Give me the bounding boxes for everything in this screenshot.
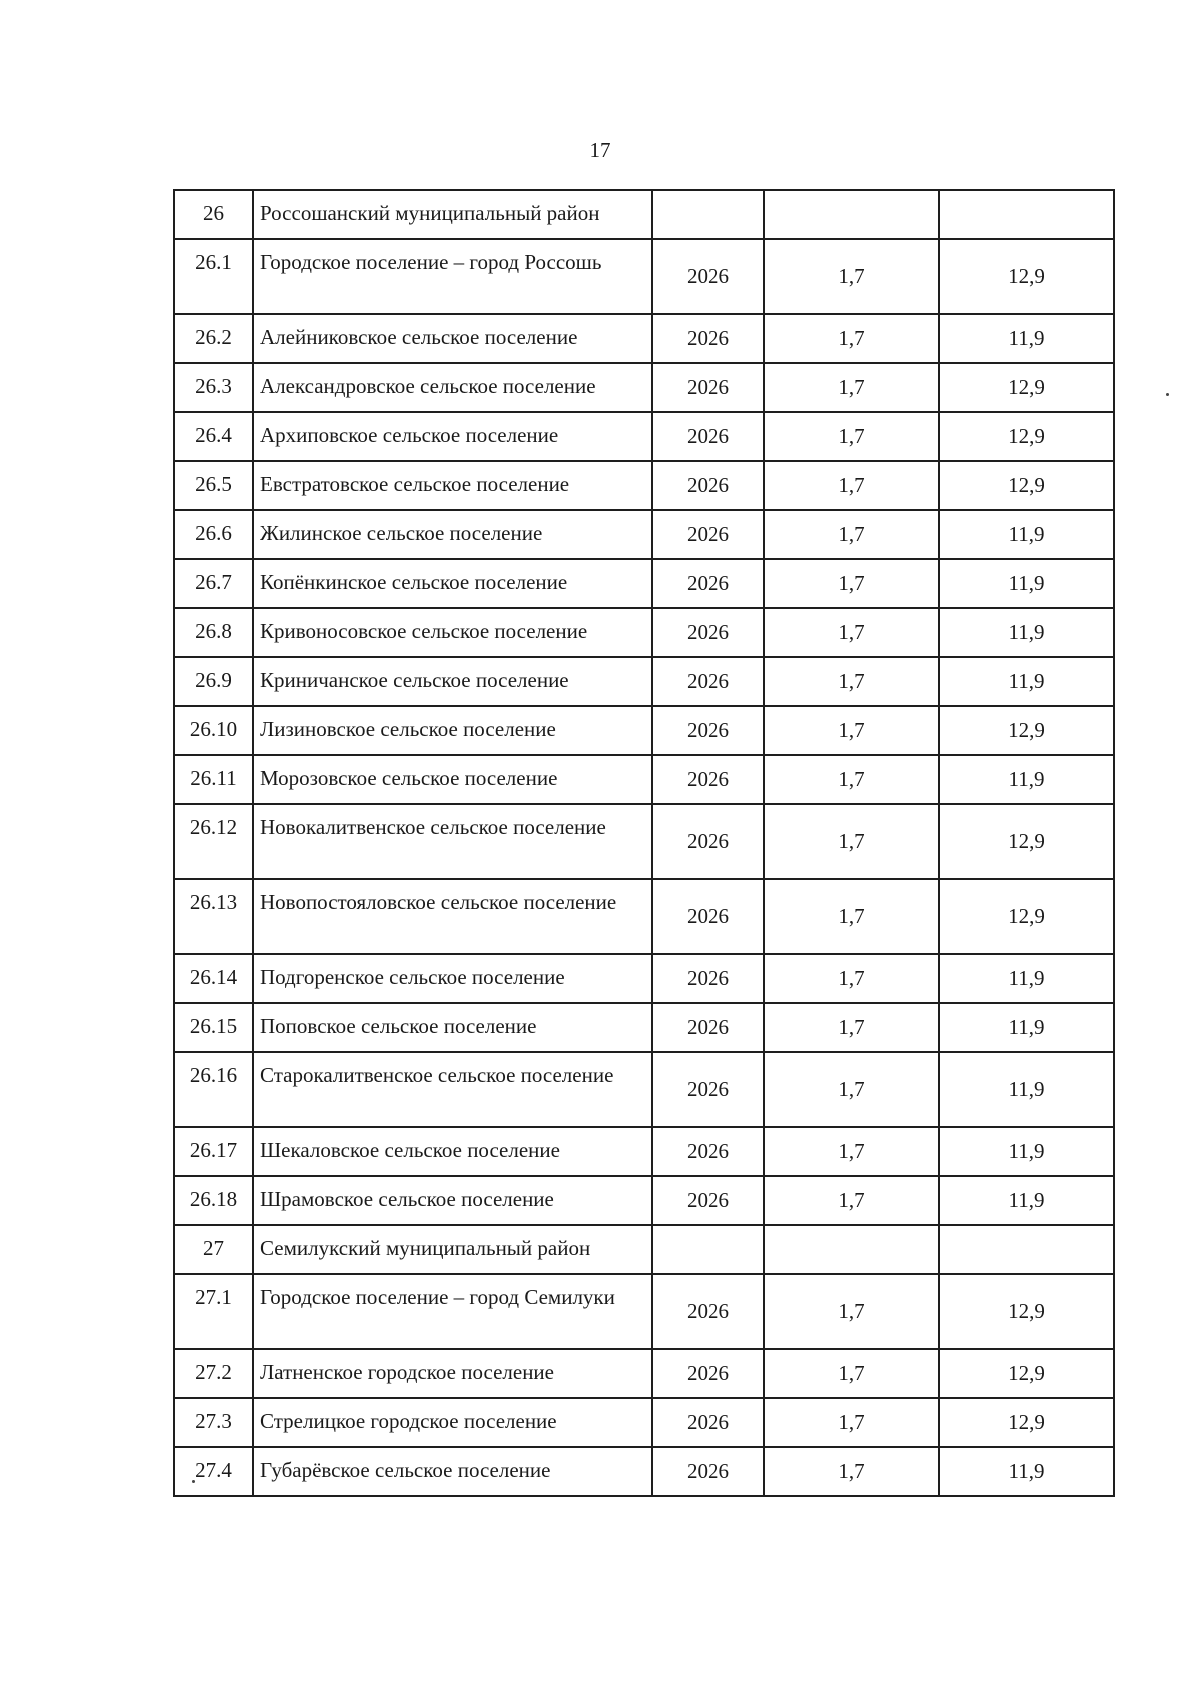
table-row — [174, 1349, 1114, 1398]
year-cell: 2026 — [652, 510, 764, 559]
table-row — [174, 314, 1114, 363]
value-2-cell: 12,9 — [939, 363, 1114, 412]
value-1-cell: 1,7 — [764, 510, 939, 559]
value-2-cell: 12,9 — [939, 412, 1114, 461]
settlement-name-cell: Губарёвское сельское поселение — [253, 1447, 652, 1496]
year-cell: 2026 — [652, 559, 764, 608]
settlement-name-cell: Городское поселение – город Россошь — [253, 239, 652, 314]
value-2-cell: 11,9 — [939, 755, 1114, 804]
settlement-name-cell: Новокалитвенское сельское поселение — [253, 804, 652, 879]
year-cell — [652, 190, 764, 239]
value-2-cell: 11,9 — [939, 657, 1114, 706]
row-number-cell: 26.1 — [174, 239, 253, 314]
row-number-cell: 26.7 — [174, 559, 253, 608]
settlement-name-cell: Латненское городское поселение — [253, 1349, 652, 1398]
row-number-cell: 27.3 — [174, 1398, 253, 1447]
year-cell: 2026 — [652, 706, 764, 755]
value-1-cell: 1,7 — [764, 559, 939, 608]
year-cell: 2026 — [652, 1127, 764, 1176]
year-cell — [652, 1225, 764, 1274]
value-1-cell: 1,7 — [764, 657, 939, 706]
year-cell: 2026 — [652, 1274, 764, 1349]
year-cell: 2026 — [652, 239, 764, 314]
table-row — [174, 1003, 1114, 1052]
table-row — [174, 412, 1114, 461]
settlement-name-cell: Кривоносовское сельское поселение — [253, 608, 652, 657]
value-1-cell — [764, 190, 939, 239]
value-1-cell: 1,7 — [764, 1052, 939, 1127]
settlement-name-cell: Шекаловское сельское поселение — [253, 1127, 652, 1176]
row-number-cell: 26.2 — [174, 314, 253, 363]
row-number-cell: 27.2 — [174, 1349, 253, 1398]
settlement-name-cell: Поповское сельское поселение — [253, 1003, 652, 1052]
settlement-name-cell: Морозовское сельское поселение — [253, 755, 652, 804]
row-number-cell: 26.8 — [174, 608, 253, 657]
value-2-cell: 12,9 — [939, 461, 1114, 510]
year-cell: 2026 — [652, 954, 764, 1003]
value-1-cell: 1,7 — [764, 1274, 939, 1349]
value-1-cell: 1,7 — [764, 1127, 939, 1176]
year-cell: 2026 — [652, 608, 764, 657]
settlement-name-cell: Лизиновское сельское поселение — [253, 706, 652, 755]
value-1-cell: 1,7 — [764, 1447, 939, 1496]
table-row — [174, 190, 1114, 239]
table-row — [174, 657, 1114, 706]
year-cell: 2026 — [652, 314, 764, 363]
year-cell: 2026 — [652, 755, 764, 804]
row-number-cell: 26.3 — [174, 363, 253, 412]
settlement-name-cell: Новопостояловское сельское поселение — [253, 879, 652, 954]
value-2-cell: 12,9 — [939, 1274, 1114, 1349]
year-cell: 2026 — [652, 1398, 764, 1447]
settlement-name-cell: Шрамовское сельское поселение — [253, 1176, 652, 1225]
value-1-cell: 1,7 — [764, 1176, 939, 1225]
row-number-cell: 26.13 — [174, 879, 253, 954]
settlement-name-cell: Городское поселение – город Семилуки — [253, 1274, 652, 1349]
table-row — [174, 706, 1114, 755]
value-1-cell: 1,7 — [764, 879, 939, 954]
value-1-cell: 1,7 — [764, 755, 939, 804]
row-number-cell: 27.1 — [174, 1274, 253, 1349]
settlement-name-cell: Россошанский муниципальный район — [253, 190, 652, 239]
value-2-cell: 11,9 — [939, 1127, 1114, 1176]
value-2-cell: 12,9 — [939, 239, 1114, 314]
year-cell: 2026 — [652, 657, 764, 706]
settlement-name-cell: Алейниковское сельское поселение — [253, 314, 652, 363]
value-2-cell: 11,9 — [939, 1003, 1114, 1052]
settlement-name-cell: Старокалитвенское сельское поселение — [253, 1052, 652, 1127]
year-cell: 2026 — [652, 804, 764, 879]
value-1-cell: 1,7 — [764, 363, 939, 412]
year-cell: 2026 — [652, 363, 764, 412]
value-2-cell: 12,9 — [939, 706, 1114, 755]
row-number-cell: 26.16 — [174, 1052, 253, 1127]
table-row — [174, 1127, 1114, 1176]
year-cell: 2026 — [652, 1447, 764, 1496]
table-row — [174, 804, 1114, 879]
settlement-name-cell: Подгоренское сельское поселение — [253, 954, 652, 1003]
value-2-cell: 11,9 — [939, 1176, 1114, 1225]
value-2-cell: 11,9 — [939, 1447, 1114, 1496]
table-row — [174, 461, 1114, 510]
year-cell: 2026 — [652, 412, 764, 461]
table-row — [174, 755, 1114, 804]
value-2-cell: 11,9 — [939, 314, 1114, 363]
table-row — [174, 559, 1114, 608]
settlement-name-cell: Семилукский муниципальный район — [253, 1225, 652, 1274]
value-2-cell — [939, 1225, 1114, 1274]
value-2-cell: 11,9 — [939, 1052, 1114, 1127]
table-row — [174, 363, 1114, 412]
row-number-cell: 26 — [174, 190, 253, 239]
scan-speck — [1166, 393, 1169, 396]
settlement-name-cell: Криничанское сельское поселение — [253, 657, 652, 706]
year-cell: 2026 — [652, 1176, 764, 1225]
value-1-cell: 1,7 — [764, 706, 939, 755]
value-1-cell: 1,7 — [764, 1398, 939, 1447]
row-number-cell: 26.12 — [174, 804, 253, 879]
value-2-cell: 11,9 — [939, 954, 1114, 1003]
row-number-cell: 26.4 — [174, 412, 253, 461]
table-row — [174, 1447, 1114, 1496]
row-number-cell: 26.17 — [174, 1127, 253, 1176]
year-cell: 2026 — [652, 461, 764, 510]
row-number-cell: 26.5 — [174, 461, 253, 510]
value-1-cell: 1,7 — [764, 239, 939, 314]
scan-speck — [192, 1480, 195, 1483]
value-1-cell: 1,7 — [764, 1003, 939, 1052]
value-1-cell: 1,7 — [764, 461, 939, 510]
value-2-cell: 11,9 — [939, 608, 1114, 657]
row-number-cell: 27 — [174, 1225, 253, 1274]
row-number-cell: 26.6 — [174, 510, 253, 559]
table-row — [174, 954, 1114, 1003]
table-row — [174, 239, 1114, 314]
settlement-name-cell: Евстратовское сельское поселение — [253, 461, 652, 510]
table-row — [174, 1225, 1114, 1274]
table-row — [174, 1398, 1114, 1447]
value-1-cell — [764, 1225, 939, 1274]
row-number-cell: 27.4 — [174, 1447, 253, 1496]
row-number-cell: 26.14 — [174, 954, 253, 1003]
value-2-cell: 12,9 — [939, 804, 1114, 879]
settlement-name-cell: Жилинское сельское поселение — [253, 510, 652, 559]
table-row — [174, 510, 1114, 559]
year-cell: 2026 — [652, 1003, 764, 1052]
value-2-cell: 12,9 — [939, 879, 1114, 954]
settlement-name-cell: Копёнкинское сельское поселение — [253, 559, 652, 608]
row-number-cell: 26.11 — [174, 755, 253, 804]
table-row — [174, 1176, 1114, 1225]
value-2-cell — [939, 190, 1114, 239]
value-1-cell: 1,7 — [764, 314, 939, 363]
row-number-cell: 26.18 — [174, 1176, 253, 1225]
value-2-cell: 11,9 — [939, 510, 1114, 559]
settlement-name-cell: Стрелицкое городское поселение — [253, 1398, 652, 1447]
page-number: 17 — [589, 138, 611, 162]
year-cell: 2026 — [652, 879, 764, 954]
year-cell: 2026 — [652, 1052, 764, 1127]
row-number-cell: 26.15 — [174, 1003, 253, 1052]
settlement-name-cell: Архиповское сельское поселение — [253, 412, 652, 461]
settlement-name-cell: Александровское сельское поселение — [253, 363, 652, 412]
row-number-cell: 26.9 — [174, 657, 253, 706]
value-1-cell: 1,7 — [764, 412, 939, 461]
year-cell: 2026 — [652, 1349, 764, 1398]
value-1-cell: 1,7 — [764, 804, 939, 879]
table-row — [174, 1274, 1114, 1349]
table-row — [174, 608, 1114, 657]
value-2-cell: 12,9 — [939, 1398, 1114, 1447]
settlements-table — [173, 189, 1115, 1497]
table-row — [174, 879, 1114, 954]
value-2-cell: 12,9 — [939, 1349, 1114, 1398]
row-number-cell: 26.10 — [174, 706, 253, 755]
value-2-cell: 11,9 — [939, 559, 1114, 608]
table-row — [174, 1052, 1114, 1127]
table-body — [174, 190, 1114, 1496]
value-1-cell: 1,7 — [764, 1349, 939, 1398]
value-1-cell: 1,7 — [764, 954, 939, 1003]
value-1-cell: 1,7 — [764, 608, 939, 657]
